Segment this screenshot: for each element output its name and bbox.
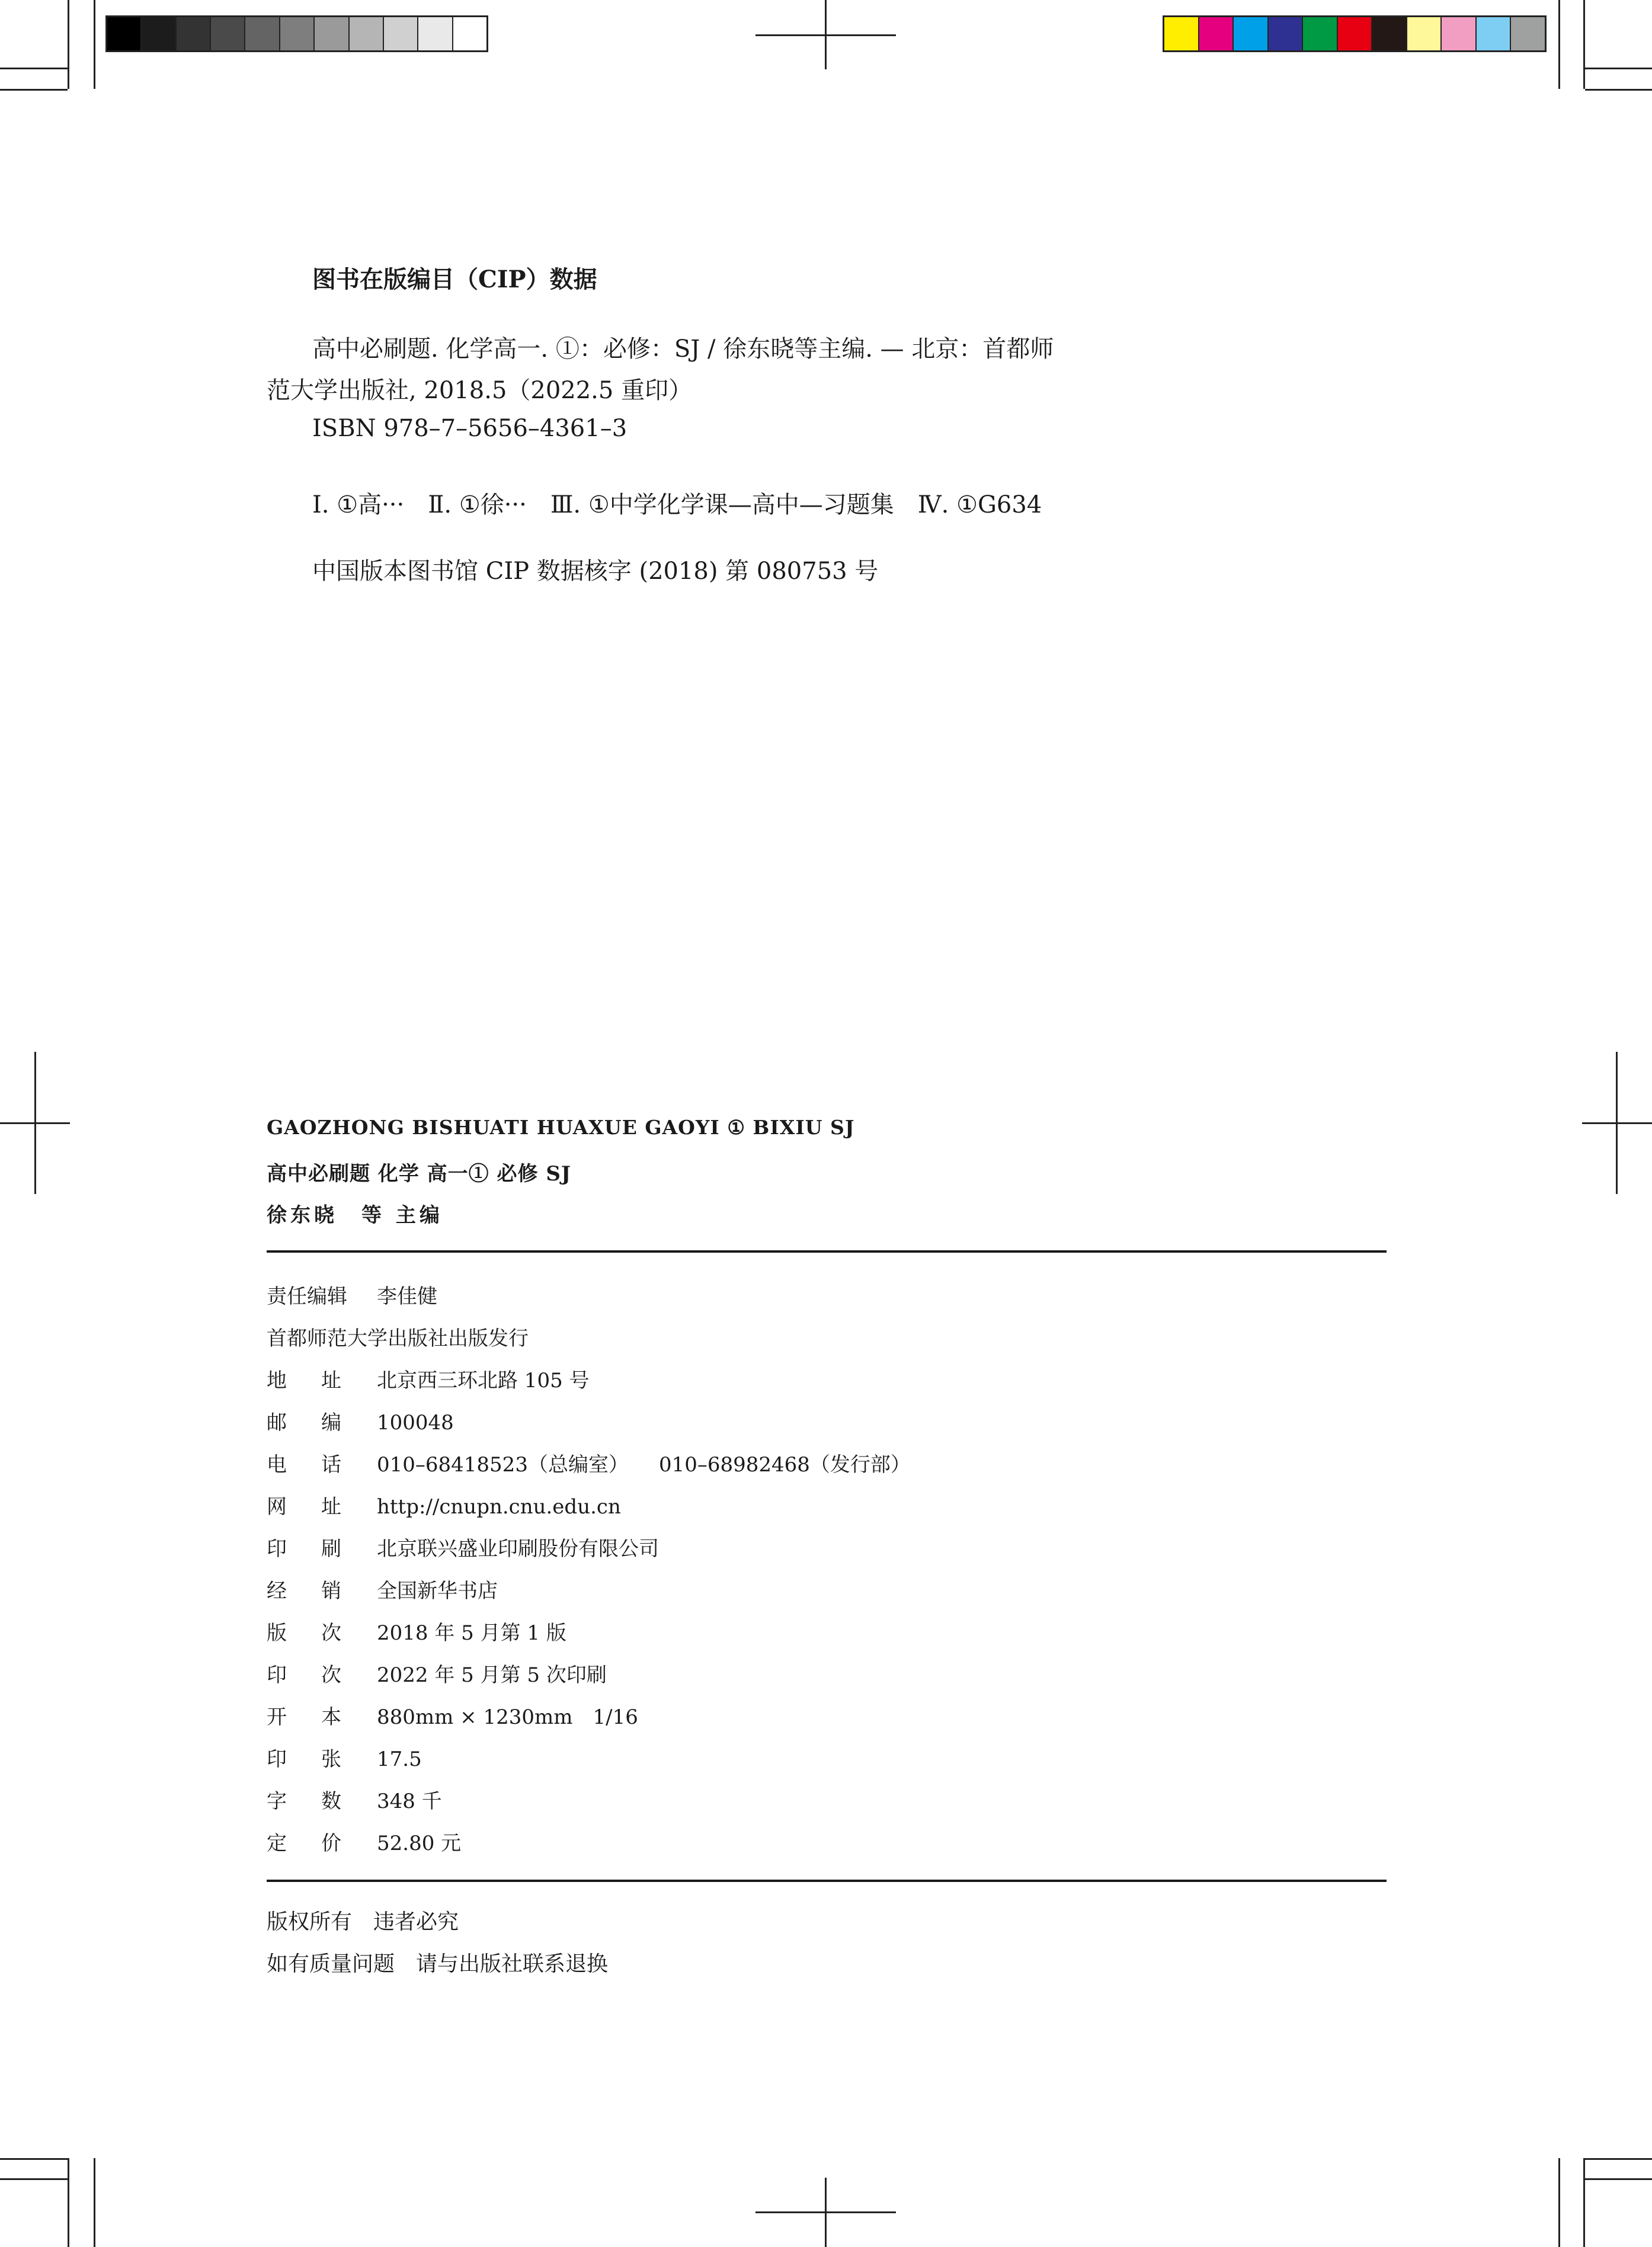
imprint-label: 责任编辑 — [267, 1285, 347, 1308]
imprint-label: 印刷 — [267, 1537, 376, 1561]
imprint-value: http://cnupn.cnu.edu.cn — [377, 1495, 621, 1519]
title-pinyin: GAOZHONG BISHUATI HUAXUE GAOYI ① BIXIU SJ — [267, 1116, 855, 1139]
chief-editor: 徐东晓 等 主编 — [267, 1203, 443, 1227]
imprint-value: 348 千 — [377, 1790, 442, 1813]
imprint-label: 网址 — [267, 1495, 376, 1519]
imprint-value: 全国新华书店 — [377, 1579, 498, 1603]
gray-swatch — [418, 17, 453, 50]
imprint-label: 版次 — [267, 1621, 376, 1645]
imprint-label: 印张 — [267, 1747, 376, 1771]
imprint-row — [267, 1322, 529, 1351]
imprint-value: 010–68418523（总编室） 010–68982468（发行部） — [377, 1453, 911, 1477]
gray-swatch — [142, 17, 176, 50]
gray-swatch — [177, 17, 211, 50]
imprint-row — [267, 1280, 437, 1309]
color-swatch — [1164, 17, 1199, 50]
imprint-row — [267, 1659, 607, 1688]
imprint-value: 52.80 元 — [377, 1832, 462, 1855]
color-swatch — [1234, 17, 1269, 50]
imprint-label: 地址 — [267, 1369, 376, 1393]
cip-heading: 图书在版编目（CIP）数据 — [312, 265, 597, 293]
gray-swatch — [384, 17, 418, 50]
imprint-row — [267, 1827, 461, 1856]
color-swatch — [1338, 17, 1373, 50]
cip-isbn: ISBN 978–7–5656–4361–3 — [312, 415, 627, 442]
imprint-value: 17.5 — [377, 1747, 422, 1771]
color-swatch — [1407, 17, 1442, 50]
top-divider — [267, 1250, 1387, 1253]
quality-notice: 如有质量问题 请与出版社联系退换 — [267, 1952, 609, 1976]
gray-swatch — [315, 17, 349, 50]
imprint-row — [267, 1617, 566, 1646]
gray-swatch — [453, 17, 486, 50]
imprint-row — [267, 1785, 442, 1814]
gray-swatch — [280, 17, 315, 50]
imprint-value: 李佳健 — [377, 1285, 437, 1308]
grayscale-calibration-bar — [105, 15, 488, 52]
cip-record-number: 中国版本图书馆 CIP 数据核字 (2018) 第 080753 号 — [312, 558, 879, 585]
gray-swatch — [211, 17, 245, 50]
color-swatch — [1199, 17, 1234, 50]
imprint-value: 首都师范大学出版社出版发行 — [267, 1327, 529, 1350]
color-swatch — [1477, 17, 1512, 50]
copyright-notice: 版权所有 违者必究 — [267, 1910, 459, 1934]
imprint-row — [267, 1406, 454, 1435]
imprint-row — [267, 1364, 590, 1393]
book-title: 高中必刷题 化学 高一① 必修 SJ — [267, 1162, 571, 1186]
color-swatch — [1303, 17, 1338, 50]
imprint-label: 定价 — [267, 1832, 376, 1855]
gray-swatch — [245, 17, 280, 50]
imprint-label: 电话 — [267, 1453, 376, 1477]
imprint-label: 字数 — [267, 1790, 376, 1813]
gray-swatch — [107, 17, 142, 50]
imprint-label: 开本 — [267, 1705, 376, 1729]
cip-line-2: 范大学出版社, 2018.5（2022.5 重印） — [267, 377, 693, 404]
imprint-row — [267, 1490, 621, 1519]
imprint-row — [267, 1743, 422, 1772]
imprint-value: 北京西三环北路 105 号 — [377, 1369, 590, 1393]
color-swatch — [1442, 17, 1477, 50]
gray-swatch — [350, 17, 384, 50]
bottom-divider — [267, 1880, 1387, 1882]
imprint-value: 2018 年 5 月第 1 版 — [377, 1621, 566, 1645]
imprint-row — [267, 1532, 659, 1561]
cip-line-1: 高中必刷题. 化学高一. ①：必修：SJ / 徐东晓等主编. — 北京：首都师 — [312, 335, 1054, 363]
cip-classification: Ⅰ. ①高··· Ⅱ. ①徐··· Ⅲ. ①中学化学课—高中—习题集 Ⅳ. ①G634 — [312, 491, 1042, 518]
imprint-value: 100048 — [377, 1411, 454, 1435]
color-calibration-bar — [1163, 15, 1547, 52]
imprint-label: 印次 — [267, 1663, 376, 1687]
color-swatch — [1511, 17, 1545, 50]
color-swatch — [1269, 17, 1304, 50]
imprint-row — [267, 1701, 638, 1730]
imprint-row — [267, 1448, 911, 1477]
imprint-value: 北京联兴盛业印刷股份有限公司 — [377, 1537, 659, 1561]
imprint-row — [267, 1574, 498, 1603]
color-swatch — [1372, 17, 1407, 50]
imprint-value: 880mm × 1230mm 1/16 — [377, 1705, 638, 1729]
imprint-label: 经销 — [267, 1579, 376, 1603]
imprint-value: 2022 年 5 月第 5 次印刷 — [377, 1663, 607, 1687]
imprint-label: 邮编 — [267, 1411, 376, 1435]
